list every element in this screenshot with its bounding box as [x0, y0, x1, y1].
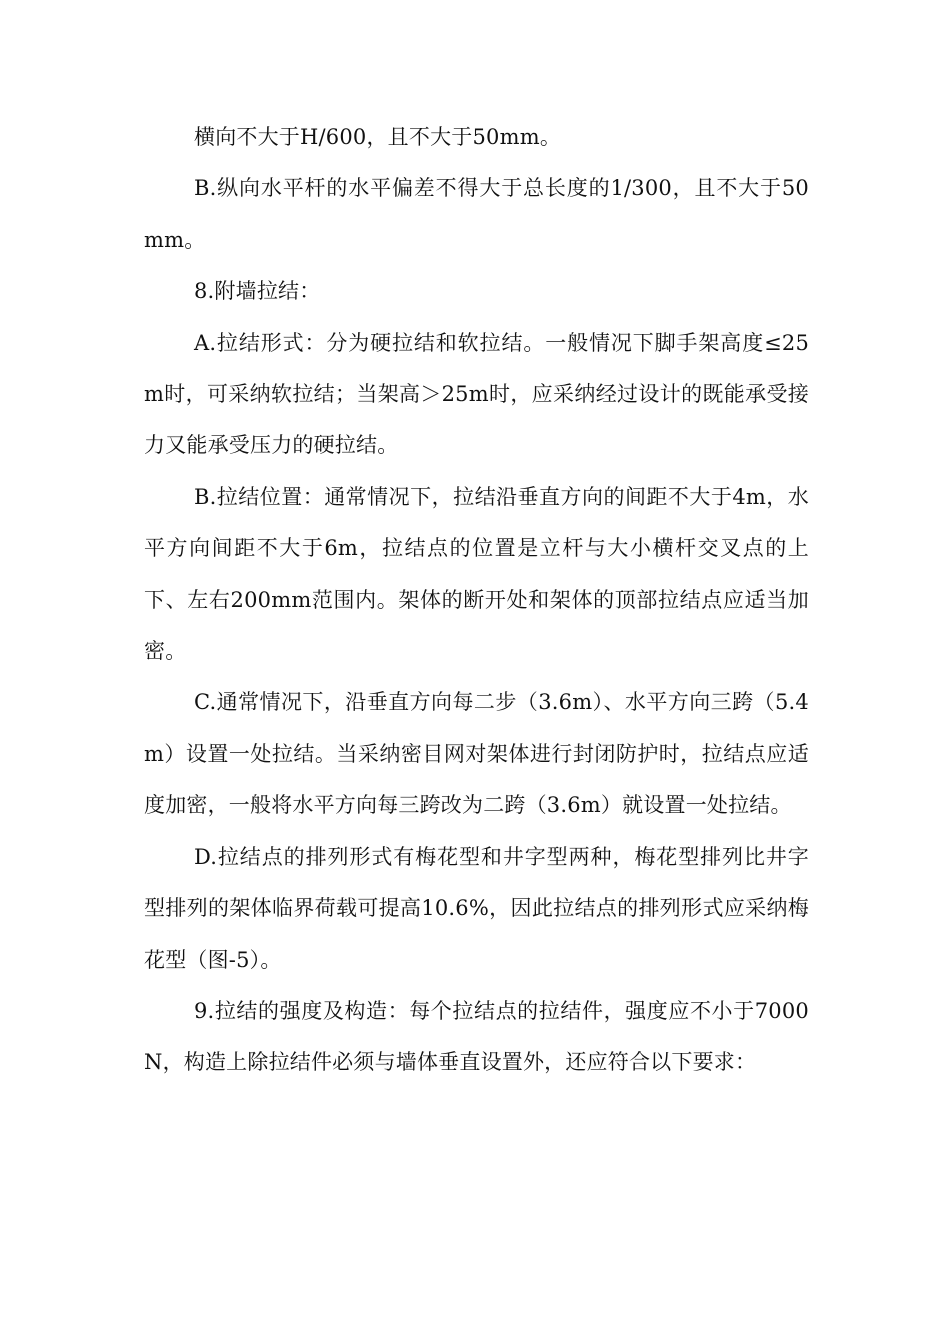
paragraph-1: 横向不大于H/600，且不大于50mm。	[194, 125, 562, 149]
paragraph-6: C.通常情况下，沿垂直方向每二步（3.6m）、水平方向三跨（5.4m）设置一处拉结。当采纳密目网对架体进行封闭防护时，拉结点应适度加密，一般将水平方向每三跨改为二跨（3.6m）就设置一处拉结。	[144, 690, 809, 818]
paragraph-5: B.拉结位置：通常情况下，拉结沿垂直方向的间距不大于4m，水平方向间距不大于6m，拉结点的位置是立杆与大小横杆交叉点的上下、左右200mm范围内。架体的断开处和架体的顶部拉结点应适当加密。	[144, 484, 809, 664]
paragraph-8: 9.拉结的强度及构造：每个拉结点的拉结件，强度应不小于7000N，构造上除拉结件必须与墙体垂直设置外，还应符合以下要求：	[144, 998, 809, 1075]
paragraph-3: 8.附墙拉结：	[194, 279, 321, 304]
document-body	[144, 112, 809, 1089]
paragraph-7: D.拉结点的排列形式有梅花型和井字型两种，梅花型排列比井字型排列的架体临界荷载可提高10.6%，因此拉结点的排列形式应采纳梅花型（图-5）。	[144, 844, 809, 972]
paragraph-4: A.拉结形式：分为硬拉结和软拉结。一般情况下脚手架高度≤25m时，可采纳软拉结；当架高＞25m时，应采纳经过设计的既能承受接力又能承受压力的硬拉结。	[144, 330, 809, 458]
paragraph-2: B.纵向水平杆的水平偏差不得大于总长度的1/300，且不大于50mm。	[144, 176, 809, 252]
